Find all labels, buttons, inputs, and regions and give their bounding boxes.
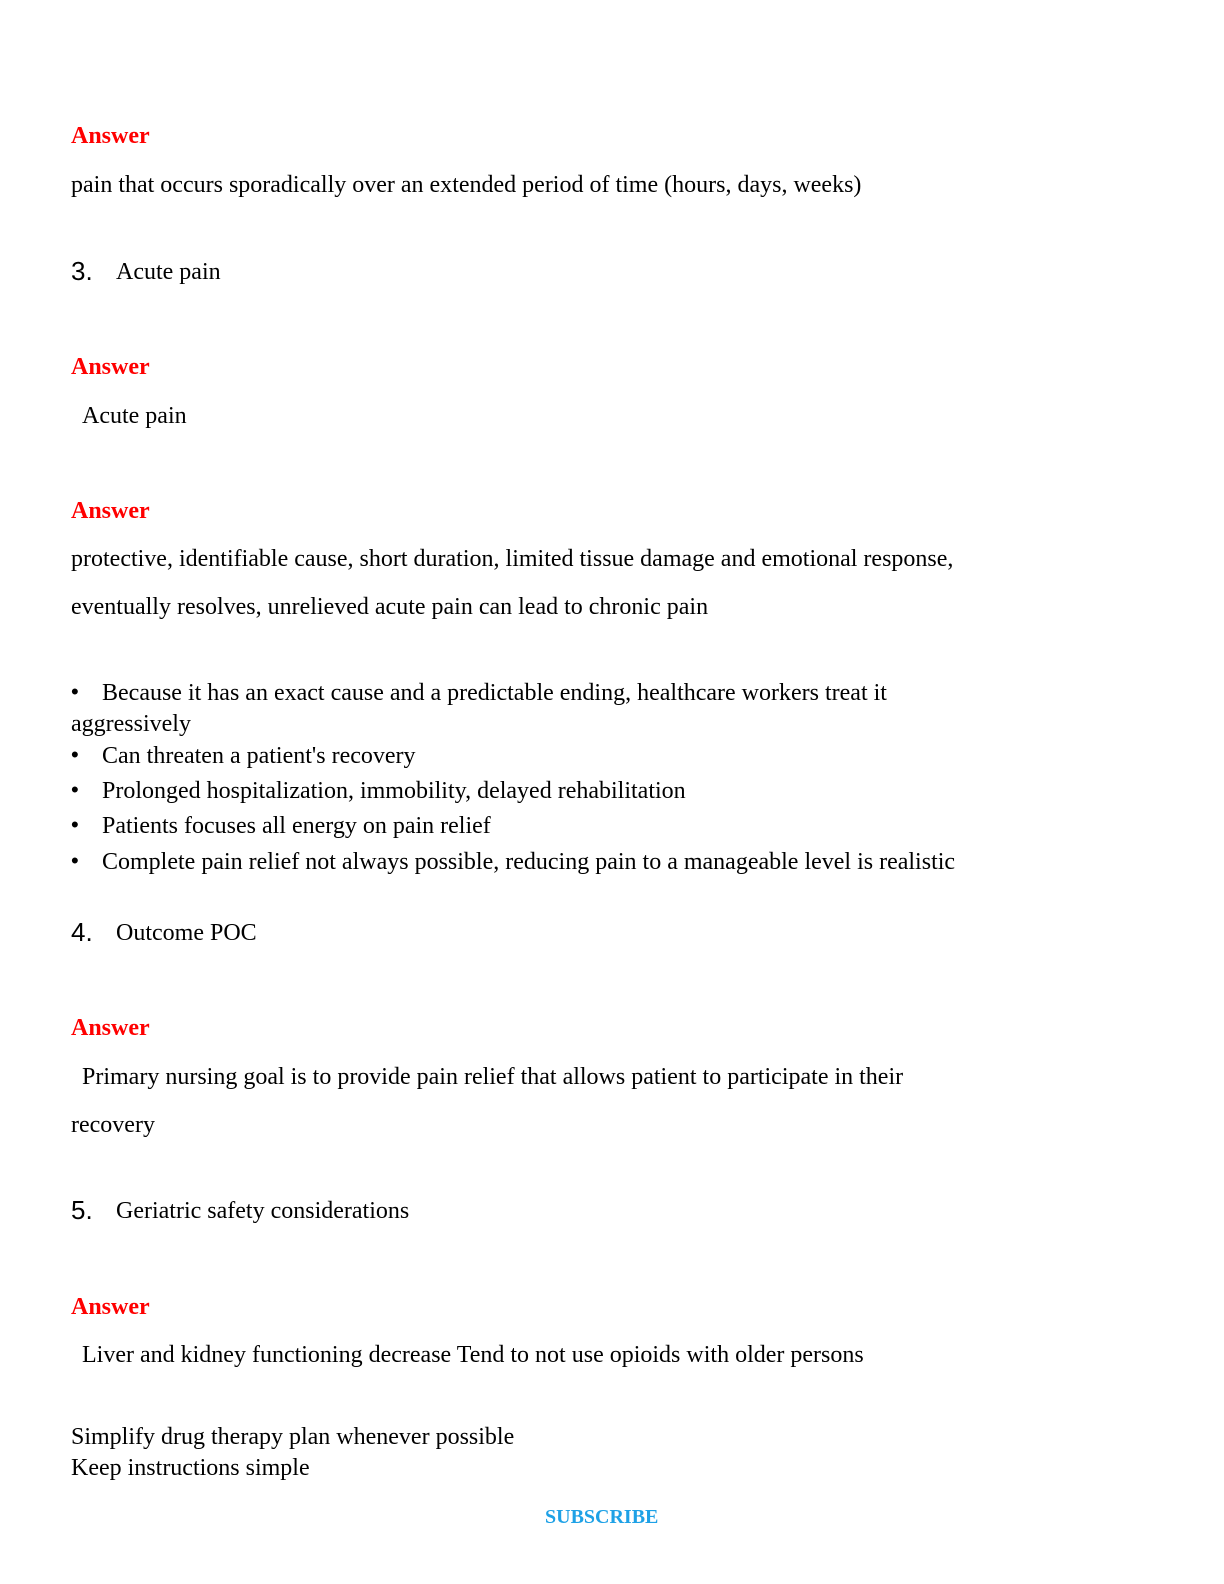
question-number: 5. <box>71 1195 93 1225</box>
answer-text-line: eventually resolves, unrelieved acute pain can lead to chronic pain <box>71 594 709 620</box>
answer-text: Acute pain <box>82 403 187 429</box>
subscribe-link[interactable]: SUBSCRIBE <box>545 1506 659 1528</box>
answer-text-line: protective, identifiable cause, short duration, limited tissue damage and emotional response, <box>71 546 954 572</box>
answer-label: Answer <box>71 498 150 524</box>
bullet-icon: • <box>71 742 79 767</box>
question-text: Geriatric safety considerations <box>116 1198 410 1224</box>
bullet-item-continuation: aggressively <box>71 711 191 737</box>
bullet-icon: • <box>71 777 79 802</box>
bullet-item: Patients focuses all energy on pain relief <box>102 813 491 839</box>
bullet-icon: • <box>71 679 79 704</box>
answer-label: Answer <box>71 1015 150 1041</box>
answer-text-line: Primary nursing goal is to provide pain relief that allows patient to participate in their <box>82 1064 904 1090</box>
bullet-icon: • <box>71 812 79 837</box>
bullet-item: Can threaten a patient's recovery <box>102 743 416 769</box>
question-text: Outcome POC <box>116 920 257 946</box>
answer-label: Answer <box>71 354 150 380</box>
question-text: Acute pain <box>116 259 221 285</box>
answer-label: Answer <box>71 123 150 149</box>
bullet-item: Prolonged hospitalization, immobility, delayed rehabilitation <box>102 778 686 804</box>
bullet-item: Because it has an exact cause and a predictable ending, healthcare workers treat it <box>102 680 887 706</box>
answer-text-line: Keep instructions simple <box>71 1455 310 1481</box>
answer-text-line: recovery <box>71 1112 155 1138</box>
question-number: 3. <box>71 256 93 286</box>
answer-label: Answer <box>71 1294 150 1320</box>
answer-text-line: Simplify drug therapy plan whenever possible <box>71 1424 515 1450</box>
bullet-icon: • <box>71 848 79 873</box>
answer-text: pain that occurs sporadically over an extended period of time (hours, days, weeks) <box>71 172 862 198</box>
question-number: 4. <box>71 917 93 947</box>
answer-text: Liver and kidney functioning decrease Tend to not use opioids with older persons <box>82 1342 864 1368</box>
bullet-item: Complete pain relief not always possible, reducing pain to a manageable level is realistic <box>102 849 956 875</box>
